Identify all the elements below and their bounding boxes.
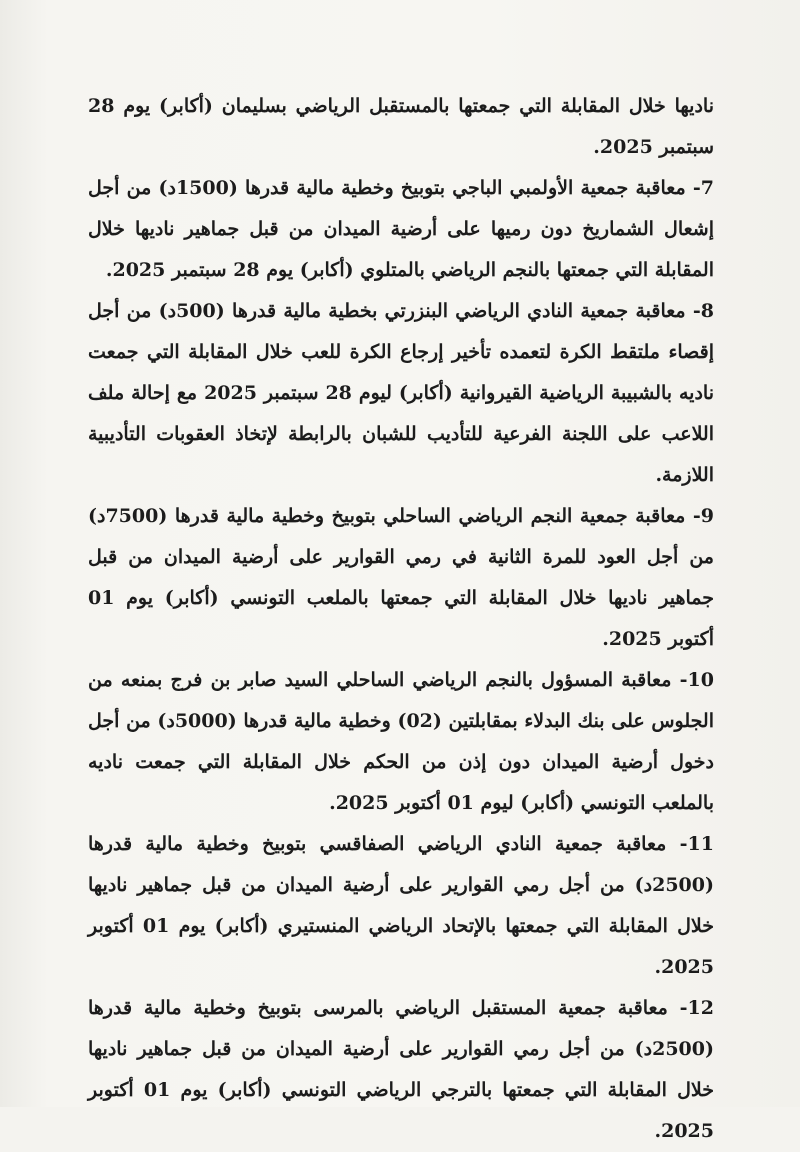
document-body	[88, 86, 714, 1152]
paragraph-item-7: 7- معاقبة جمعية الأولمبي الباجي بتوبيخ وخطية مالية قدرها (1500د) من أجل إشعال الشماريخ دون رميها على أرضية الميدان من قبل جماهير ناديها خلال المقابلة التي جمعتها بالنجم الرياضي بالمتلوي (أكابر) يوم 28 سبتمبر 2025.	[88, 177, 714, 281]
paragraph-item-11: 11- معاقبة جمعية النادي الرياضي الصفاقسي بتوبيخ وخطية مالية قدرها (2500د) من أجل رمي القوارير على أرضية الميدان من قبل جماهير ناديها خلال المقابلة التي جمعتها بالإتحاد الرياضي المنستيري (أكابر) يوم 01 أكتوبر 2025.	[88, 833, 714, 978]
paragraph-item-10: 10- معاقبة المسؤول بالنجم الرياضي الساحلي السيد صابر بن فرج بمنعه من الجلوس على بنك البدلاء بمقابلتين (02) وخطية مالية قدرها (5000د) من أجل دخول أرضية الميدان دون إذن من الحكم خلال المقابلة التي جمعت ناديه بالملعب التونسي (أكابر) ليوم 01 أكتوبر 2025.	[88, 669, 714, 814]
paragraph-item-12: 12- معاقبة جمعية المستقبل الرياضي بالمرسى بتوبيخ وخطية مالية قدرها (2500د) من أجل رمي القوارير على أرضية الميدان من قبل جماهير ناديها خلال المقابلة التي جمعتها بالترجي الرياضي التونسي (أكابر) يوم 01 أكتوبر 2025.	[88, 997, 714, 1142]
paragraph-continuation: ناديها خلال المقابلة التي جمعتها بالمستقبل الرياضي بسليمان (أكابر) يوم 28 سبتمبر 2025.	[88, 95, 714, 158]
paragraph-item-8: 8- معاقبة جمعية النادي الرياضي البنزرتي بخطية مالية قدرها (500د) من أجل إقصاء ملتقط الكرة لتعمده تأخير إرجاع الكرة للعب خلال المقابلة التي جمعت ناديه بالشبيبة الرياضية القيروانية (أكابر) ليوم 28 سبتمبر 2025 مع إحالة ملف اللاعب على اللجنة الفرعية للتأديب للشبان بالرابطة لإتخاذ العقوبات التأديبية اللازمة.	[88, 300, 715, 486]
paragraph-item-9: 9- معاقبة جمعية النجم الرياضي الساحلي بتوبيخ وخطية مالية قدرها (7500د) من أجل العود للمرة الثانية في رمي القوارير على أرضية الميدان من قبل جماهير ناديها خلال المقابلة التي جمعتها بالملعب التونسي (أكابر) يوم 01 أكتوبر 2025.	[88, 505, 714, 650]
